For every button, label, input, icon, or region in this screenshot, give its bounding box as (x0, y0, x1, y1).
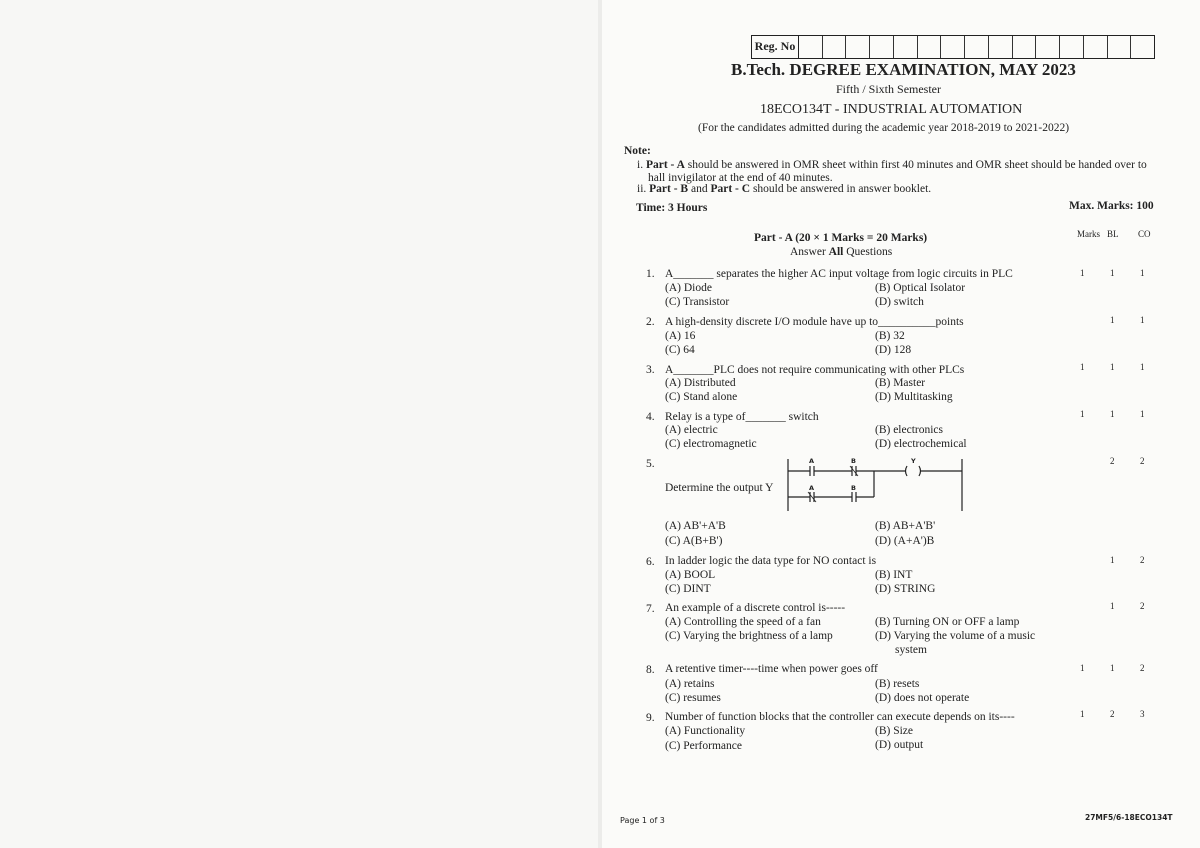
q9-opt-d: (D) output (875, 739, 924, 751)
reg-cell (1131, 36, 1154, 58)
q1-opt-b: (B) Optical Isolator (875, 282, 966, 294)
note-line-1-cont: hall invigilator at the end of 40 minutes. (648, 172, 833, 184)
reg-cell (918, 36, 942, 58)
col-bl: BL (1107, 229, 1119, 239)
q9-marks: 1 (1080, 709, 1085, 719)
q7-num: 7. (646, 603, 655, 615)
q9-num: 9. (646, 712, 655, 724)
ladder-label-b2: B (851, 484, 856, 492)
reg-cell (846, 36, 870, 58)
q2-co: 1 (1140, 315, 1145, 325)
note-line-2 (637, 183, 931, 195)
note-part-c: Part - C (710, 183, 751, 195)
reg-cell (870, 36, 894, 58)
q4-opt-b: (B) electronics (875, 424, 944, 436)
paper-code: 27MF5/6-18ECO134T (1085, 813, 1173, 822)
q5-co: 2 (1140, 456, 1145, 466)
q3-opt-a: (A) Distributed (665, 377, 736, 389)
q8-num: 8. (646, 664, 655, 676)
part-a-subheading (790, 246, 892, 258)
q5-num: 5. (646, 458, 655, 470)
q8-opt-c: (C) resumes (665, 692, 721, 704)
q4-co: 1 (1140, 409, 1145, 419)
exam-title: B.Tech. DEGREE EXAMINATION, MAY 2023 (731, 60, 1076, 79)
q9-text: Number of function blocks that the controller can execute depends on its---- (665, 711, 1015, 723)
q3-bl: 1 (1110, 362, 1115, 372)
q7-text: An example of a discrete control is----- (665, 602, 846, 614)
note-label: Note: (624, 145, 651, 157)
q2-num: 2. (646, 316, 655, 328)
q6-co: 2 (1140, 555, 1145, 565)
reg-no-box (751, 35, 1155, 59)
q3-opt-c: (C) Stand alone (665, 391, 738, 403)
q7-opt-d: (D) Varying the volume of a music (875, 630, 1036, 642)
q5-bl: 2 (1110, 456, 1115, 466)
q7-bl: 1 (1110, 601, 1115, 611)
note-line-2-text: should be answered in answer booklet. (752, 183, 932, 195)
q3-opt-d: (D) Multitasking (875, 391, 953, 403)
q8-opt-a: (A) retains (665, 678, 715, 690)
q2-opt-b: (B) 32 (875, 330, 905, 342)
q1-text: A_______ separates the higher AC input voltage from logic circuits in PLC (665, 268, 1013, 280)
q5-opt-d: (D) (A+A')B (875, 535, 935, 547)
q1-marks: 1 (1080, 268, 1085, 278)
q5-text: Determine the output Y (665, 482, 774, 494)
reg-cell (1108, 36, 1132, 58)
q4-opt-c: (C) electromagnetic (665, 438, 757, 450)
note-line-1-text: should be answered in OMR sheet within first 40 minutes and OMR sheet should be handed over to (687, 159, 1147, 171)
q6-bl: 1 (1110, 555, 1115, 565)
q6-opt-b: (B) INT (875, 569, 913, 581)
note-and: and (690, 183, 708, 195)
q8-text: A retentive timer----time when power goes off (665, 663, 878, 675)
q4-opt-a: (A) electric (665, 424, 718, 436)
reg-no-label: Reg. No (752, 36, 799, 58)
ladder-label-b1: B (851, 457, 856, 465)
reg-cell (799, 36, 823, 58)
q1-opt-d: (D) switch (875, 296, 924, 308)
q6-num: 6. (646, 556, 655, 568)
q2-opt-a: (A) 16 (665, 330, 696, 342)
reg-cell (1060, 36, 1084, 58)
q4-opt-d: (D) electrochemical (875, 438, 967, 450)
sub-suffix: Questions (846, 246, 893, 258)
q1-opt-c: (C) Transistor (665, 296, 730, 308)
q8-opt-b: (B) resets (875, 678, 920, 690)
q2-opt-c: (C) 64 (665, 344, 695, 356)
q8-opt-d: (D) does not operate (875, 692, 970, 704)
time-label: Time: 3 Hours (636, 202, 708, 214)
ladder-label-a1: A (809, 457, 815, 465)
q3-num: 3. (646, 364, 655, 376)
q4-num: 4. (646, 411, 655, 423)
coil-left (906, 466, 908, 476)
q9-opt-b: (B) Size (875, 725, 914, 737)
max-marks: Max. Marks: 100 (1069, 200, 1154, 212)
reg-cell (989, 36, 1013, 58)
q9-co: 3 (1140, 709, 1145, 719)
q4-bl: 1 (1110, 409, 1115, 419)
reg-cell (941, 36, 965, 58)
sub-all: All (828, 246, 844, 258)
ladder-label-y: Y (911, 457, 916, 465)
q2-text: A high-density discrete I/O module have up to__________points (665, 316, 964, 328)
q4-text: Relay is a type of_______ switch (665, 411, 819, 423)
q7-opt-a: (A) Controlling the speed of a fan (665, 616, 821, 628)
q1-co: 1 (1140, 268, 1145, 278)
note-part-b: Part - B (649, 183, 689, 195)
q6-opt-c: (C) DINT (665, 583, 711, 595)
note-line-1 (637, 159, 1147, 171)
col-marks: Marks (1077, 229, 1100, 239)
q8-bl: 1 (1110, 663, 1115, 673)
ladder-diagram (786, 457, 966, 513)
page-number: Page 1 of 3 (620, 816, 665, 825)
note-line-1-num: i. (637, 159, 644, 171)
q5-opt-b: (B) AB+A'B' (875, 520, 936, 532)
col-co: CO (1138, 229, 1151, 239)
q5-opt-a: (A) AB'+A'B (665, 520, 726, 532)
q6-text: In ladder logic the data type for NO contact is (665, 555, 877, 567)
reg-cell (894, 36, 918, 58)
note-line-2-num: ii. (637, 183, 647, 195)
q8-marks: 1 (1080, 663, 1085, 673)
q3-text: A_______PLC does not require communicating with other PLCs (665, 364, 965, 376)
q6-opt-a: (A) BOOL (665, 569, 716, 581)
q1-bl: 1 (1110, 268, 1115, 278)
reg-cell (1013, 36, 1037, 58)
q7-opt-b: (B) Turning ON or OFF a lamp (875, 616, 1020, 628)
q3-co: 1 (1140, 362, 1145, 372)
part-a-heading: Part - A (20 × 1 Marks = 20 Marks) (754, 232, 928, 244)
q3-marks: 1 (1080, 362, 1085, 372)
q5-opt-c: (C) A(B+B') (665, 535, 723, 547)
q9-opt-a: (A) Functionality (665, 725, 746, 737)
admitted-note: (For the candidates admitted during the academic year 2018-2019 to 2021-2022) (698, 122, 1070, 134)
q2-opt-d: (D) 128 (875, 344, 912, 356)
q9-opt-c: (C) Performance (665, 740, 742, 752)
reg-cell (823, 36, 847, 58)
q2-bl: 1 (1110, 315, 1115, 325)
blank-left-page (0, 0, 598, 848)
ladder-label-a2: A (809, 484, 815, 492)
q4-marks: 1 (1080, 409, 1085, 419)
q1-opt-a: (A) Diode (665, 282, 712, 294)
reg-cell (965, 36, 989, 58)
q1-num: 1. (646, 268, 655, 280)
semester: Fifth / Sixth Semester (836, 82, 941, 96)
q8-co: 2 (1140, 663, 1145, 673)
q9-bl: 2 (1110, 709, 1115, 719)
course-title: 18ECO134T - INDUSTRIAL AUTOMATION (760, 102, 1023, 117)
q7-opt-d-cont: system (895, 644, 927, 656)
q7-opt-c: (C) Varying the brightness of a lamp (665, 630, 833, 642)
note-part-a: Part - A (645, 159, 685, 171)
q3-opt-b: (B) Master (875, 377, 926, 389)
reg-cell (1084, 36, 1108, 58)
reg-cell (1036, 36, 1060, 58)
sub-prefix: Answer (790, 246, 826, 258)
q6-opt-d: (D) STRING (875, 583, 936, 595)
q7-co: 2 (1140, 601, 1145, 611)
